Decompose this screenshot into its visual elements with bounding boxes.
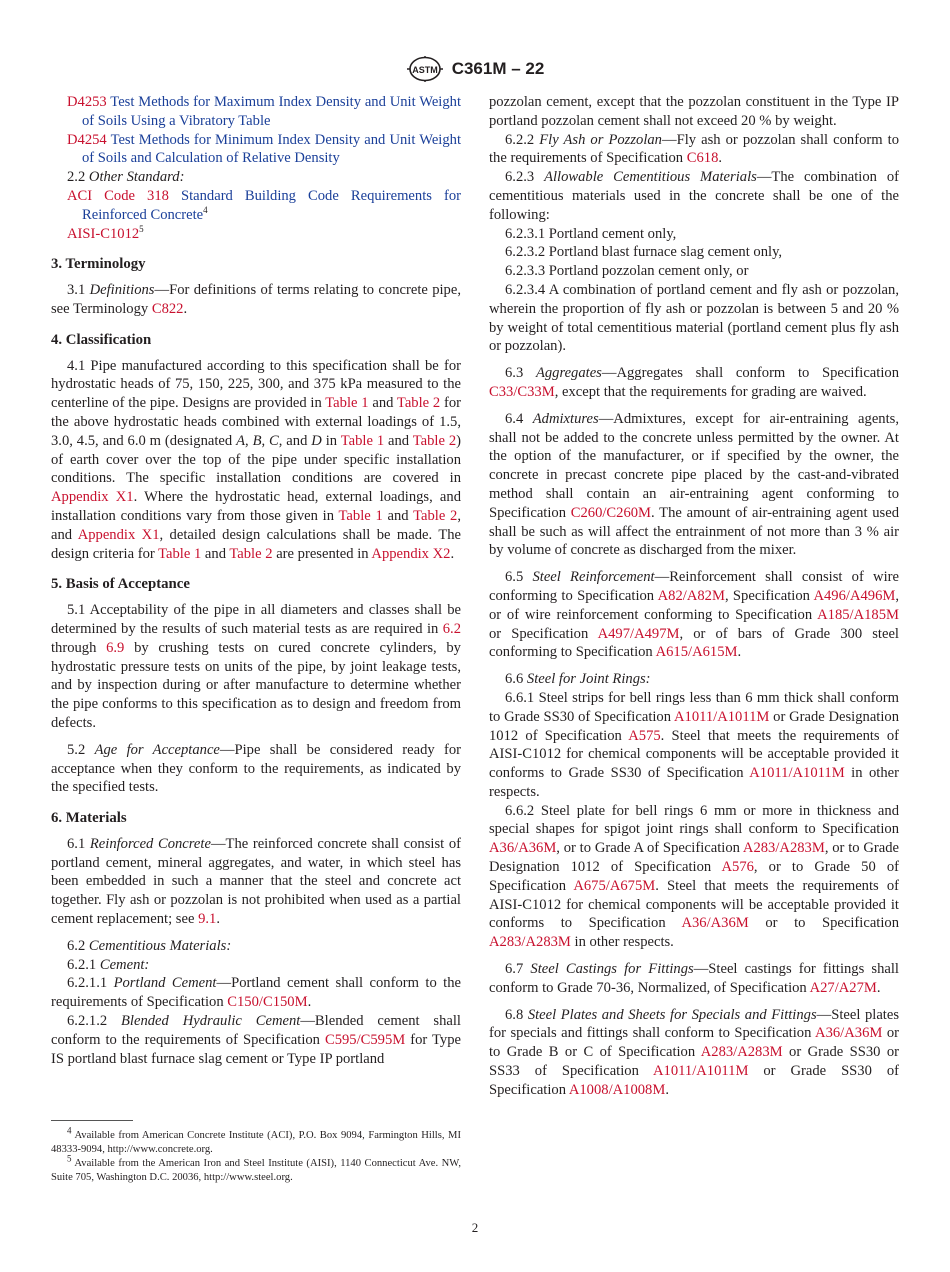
link-a283[interactable]: A283/A283M bbox=[489, 934, 571, 951]
left-column bbox=[51, 93, 461, 1185]
link-appendix-x2[interactable]: Appendix X2 bbox=[371, 545, 451, 562]
para-6-3: 6.3 Aggregates—Aggregates shall conform to Specification C33/C33M, except that the requirements for grading are waived. bbox=[489, 365, 899, 400]
svg-text:ASTM: ASTM bbox=[411, 65, 438, 75]
document-designation: C361M – 22 bbox=[451, 59, 545, 78]
link-a1008[interactable]: A1008/A1008M bbox=[568, 1081, 666, 1098]
para-6-6-2: 6.6.2 Steel plate for bell rings 6 mm or more in thickness and special shapes for spigot joint rings shall conform to Specification A36/A36M, or to Grade A of Specification A283/A283M, or to Grade Designation 1012 of Specification A576, or to Grade 50 of Specification A675/A675M. Steel that meets the requirements of AISI-C1012 for chemical components will be acceptable provided it conforms to Specification A36/A36M or to Specification A283/A283M in other respects. bbox=[489, 802, 900, 951]
link-a27[interactable]: A27/A27M bbox=[809, 979, 877, 996]
other-standard-heading: 2.2 Other Standard: bbox=[67, 169, 185, 186]
para-6-1: 6.1 Reinforced Concrete—The reinforced concrete shall consist of portland cement, mineral aggregates, and water, in which steel has been embedded in such a manner that the steel and concrete act together. Fly ash or pozzolan is not prohibited when used as a partial cement replacement; see 9.1. bbox=[51, 835, 461, 928]
link-a497[interactable]: A497/A497M bbox=[597, 625, 680, 642]
link-a1011[interactable]: A1011/A1011M bbox=[749, 765, 845, 782]
reference-d4253 bbox=[51, 93, 461, 131]
link-a615[interactable]: A615/A615M bbox=[655, 644, 738, 661]
para-6-2-3-1: 6.2.3.1 Portland cement only, bbox=[505, 225, 677, 242]
astm-logo-icon bbox=[406, 56, 444, 82]
para-6-8: 6.8 Steel Plates and Sheets for Specials and Fittings—Steel plates for specials and fittings shall conform to Specification A36/A36M or to Grade B or C of Specification A283/A283M or Grade SS30 or SS33 of Specification A1011/A1011M or Grade SS30 of Specification A1008/A1008M. bbox=[489, 1006, 900, 1098]
para-5-1: 5.1 Acceptability of the pipe in all diameters and classes shall be determined by the results of such material tests as are required in 6.2 through 6.9 by crushing tests on cured concrete cylinders, by hydrostatic pressure tests on units of the pipe, by joint leakage tests, and by inspection during or after manufacture to determine whether the pipe conforms to this specification as to design and freedom from defects. bbox=[51, 602, 461, 731]
para-4-1: 4.1 Pipe manufactured according to this specification shall be for hydrostatic heads of 75, 150, 225, 300, and 375 kPa measured to the centerline of the pipe. Designs are provided in Table 1 and Table 2 for the above hydrostatic heads combined with external loadings of 1.5, 3.0, 4.5, and 6.0 m (designated A, B, C, and D in Table 1 and Table 2) of earth cover over the top of the pipe under specific installation conditions. The specific installation conditions are covered in Appendix X1. Where the hydrostatic head, external loadings, and installation conditions vary from those given in Table 1 and Table 2, and Appendix X1, detailed design calculations shall be made. The design criteria for Table 1 and Table 2 are presented in Appendix X2. bbox=[51, 357, 462, 562]
para-5-2: 5.2 Age for Acceptance—Pipe shall be considered ready for acceptance when they conform to the requirements, as indicated by the specified tests. bbox=[51, 741, 462, 796]
para-6-6: 6.6 Steel for Joint Rings: bbox=[505, 671, 651, 688]
page-header bbox=[0, 56, 950, 82]
para-6-2-3: 6.2.3 Allowable Cementitious Materials—The combination of cementitious materials used in the concrete shall be one of the following: bbox=[489, 169, 899, 223]
para-6-2-3-2: 6.2.3.2 Portland blast furnace slag cement only, bbox=[505, 244, 783, 261]
link-a1011[interactable]: A1011/A1011M bbox=[653, 1063, 749, 1080]
para-6-2-3-3: 6.2.3.3 Portland pozzolan cement only, or bbox=[505, 263, 749, 280]
link-a36[interactable]: A36/A36M bbox=[681, 915, 749, 932]
link-table-1[interactable]: Table 1 bbox=[325, 395, 369, 412]
link-table-2[interactable]: Table 2 bbox=[229, 545, 273, 562]
link-table-2[interactable]: Table 2 bbox=[413, 507, 458, 524]
link-table-1[interactable]: Table 1 bbox=[340, 432, 385, 449]
page-number: 2 bbox=[471, 1220, 479, 1235]
ref-title-d4254[interactable]: Test Methods for Minimum Index Density and Unit Weight of Soils and Calculation of Relative Density bbox=[82, 131, 461, 167]
link-appendix-x1[interactable]: Appendix X1 bbox=[51, 489, 134, 506]
link-6-9[interactable]: 6.9 bbox=[106, 639, 125, 656]
link-table-1[interactable]: Table 1 bbox=[158, 545, 202, 562]
footnote-5: $^5$ Available from the American Iron and Steel Institute (AISI), 1140 Connecticut Ave. NW, Suite 705, Washington D.C. 20036, http://www.steel.org. bbox=[51, 1153, 461, 1184]
para-6-2-1-2: 6.2.1.2 Blended Hydraulic Cement—Blended cement shall conform to the requirements of Specification C595/C595M for Type IS portland blast furnace slag cement or Type IP portland bbox=[51, 1013, 461, 1067]
ref-link-aci[interactable]: ACI Code 318 bbox=[67, 187, 169, 204]
para-6-5: 6.5 Steel Reinforcement—Reinforcement shall consist of wire conforming to Specification A82/A82M, Specification A496/A496M, or of wire reinforcement conforming to Specification A185/A185M or Specification A497/A497M, or of bars of Grade 300 steel conforming to Specification A615/A615M. bbox=[489, 569, 899, 661]
link-appendix-x1[interactable]: Appendix X1 bbox=[77, 526, 160, 543]
footnote-4: $^4$ Available from American Concrete Institute (ACI), P.O. Box 9094, Farmington Hills, MI 48333-9094, http://www.concrete.org. bbox=[51, 1125, 461, 1156]
link-table-1[interactable]: Table 1 bbox=[338, 507, 383, 524]
link-a496[interactable]: A496/A496M bbox=[813, 587, 896, 604]
link-a185[interactable]: A185/A185M bbox=[817, 606, 899, 623]
right-column bbox=[489, 93, 899, 1100]
footnote-mark-5: 5 bbox=[139, 223, 144, 234]
para-6-2-3-4: 6.2.3.4 A combination of portland cement and fly ash or pozzolan, wherein the proportion of fly ash or pozzolan is between 5 and 20 % by weight of total cementitious material (portland cement plus fly ash or pozzolan). bbox=[489, 281, 899, 355]
footnote-mark-4: 4 bbox=[203, 204, 208, 215]
ref-link-aisi[interactable]: AISI-C1012 bbox=[67, 225, 140, 242]
para-6-2-2: 6.2.2 Fly Ash or Pozzolan—Fly ash or pozzolan shall conform to the requirements of Specification C618. bbox=[489, 131, 900, 167]
link-c595[interactable]: C595/C595M bbox=[324, 1031, 406, 1048]
ref-title-aci[interactable]: Standard Building Code Requirements for Reinforced Concrete bbox=[82, 187, 461, 223]
link-a1011[interactable]: A1011/A1011M bbox=[673, 708, 770, 725]
link-c33[interactable]: C33/C33M bbox=[489, 383, 555, 400]
para-6-2: 6.2 Cementitious Materials: bbox=[67, 937, 232, 954]
link-a575[interactable]: A575 bbox=[628, 727, 661, 744]
para-6-4: 6.4 Admixtures—Admixtures, except for air-entraining agents, shall not be added to the concrete unless permitted by the owner. At the option of the manufacturer, or if specified by the owner, the concrete in precast concrete pipe placed by the cast-and-vibrated method shall contain an air-entraining agent conforming to Specification C260/C260M. The amount of air-entraining agent used shall be such as will affect the entrainment of not more than 3 % air by volume of concrete as discharged from the mixer. bbox=[489, 410, 899, 559]
link-a36[interactable]: A36/A36M bbox=[815, 1025, 883, 1042]
link-table-2[interactable]: Table 2 bbox=[412, 432, 457, 449]
ref-title-d4253[interactable]: Test Methods for Maximum Index Density and Unit Weight of Soils Using a Vibratory Table bbox=[82, 94, 462, 129]
link-6-2[interactable]: 6.2 bbox=[442, 620, 461, 637]
section-heading-materials: 6. Materials bbox=[51, 810, 127, 827]
reference-d4254 bbox=[51, 131, 461, 169]
para-6-2-1-2-continuation: pozzolan cement, except that the pozzolan constituent in the Type IP portland pozzolan cement shall not exceed 20 % by weight. bbox=[489, 94, 899, 129]
link-c150[interactable]: C150/C150M bbox=[227, 994, 308, 1011]
link-a675[interactable]: A675/A675M bbox=[573, 877, 656, 894]
section-heading-terminology: 3. Terminology bbox=[51, 256, 146, 273]
link-c618[interactable]: C618 bbox=[686, 150, 719, 167]
link-a36[interactable]: A36/A36M bbox=[489, 840, 557, 857]
link-a576[interactable]: A576 bbox=[721, 859, 754, 876]
reference-aisi bbox=[51, 225, 461, 244]
link-c822[interactable]: C822 bbox=[151, 300, 184, 317]
link-9-1[interactable]: 9.1 bbox=[198, 911, 217, 928]
link-a283[interactable]: A283/A283M bbox=[742, 840, 825, 857]
para-6-2-1: 6.2.1 Cement: bbox=[67, 956, 150, 973]
para-6-7: 6.7 Steel Castings for Fittings—Steel castings for fittings shall conform to Grade 70-36, Normalized, of Specification A27/A27M. bbox=[489, 961, 899, 996]
link-a283[interactable]: A283/A283M bbox=[700, 1044, 783, 1061]
link-c260[interactable]: C260/C260M bbox=[570, 504, 652, 521]
para-6-2-1-1: 6.2.1.1 Portland Cement—Portland cement shall conform to the requirements of Specification C150/C150M. bbox=[51, 975, 461, 1011]
link-a82[interactable]: A82/A82M bbox=[657, 587, 725, 604]
ref-link-d4254[interactable]: D4254 bbox=[67, 131, 107, 148]
footnote-divider bbox=[51, 1120, 133, 1121]
ref-link-d4253[interactable]: D4253 bbox=[67, 94, 107, 110]
reference-aci-318 bbox=[51, 187, 461, 225]
para-3-1: 3.1 Definitions—For definitions of terms relating to concrete pipe, see Terminology C822. bbox=[51, 282, 461, 317]
para-6-6-1: 6.6.1 Steel strips for bell rings less than 6 mm thick shall conform to Grade SS30 of Specification A1011/A1011M or Grade Designation 1012 of Specification A575. Steel that meets the requirements of AISI-C1012 for chemical components will be acceptable provided it conforms to Grade SS30 of Specification A1011/A1011M in other respects. bbox=[489, 689, 900, 800]
link-table-2[interactable]: Table 2 bbox=[396, 395, 441, 412]
section-heading-basis-of-acceptance: 5. Basis of Acceptance bbox=[51, 576, 190, 593]
section-heading-classification: 4. Classification bbox=[51, 331, 152, 348]
